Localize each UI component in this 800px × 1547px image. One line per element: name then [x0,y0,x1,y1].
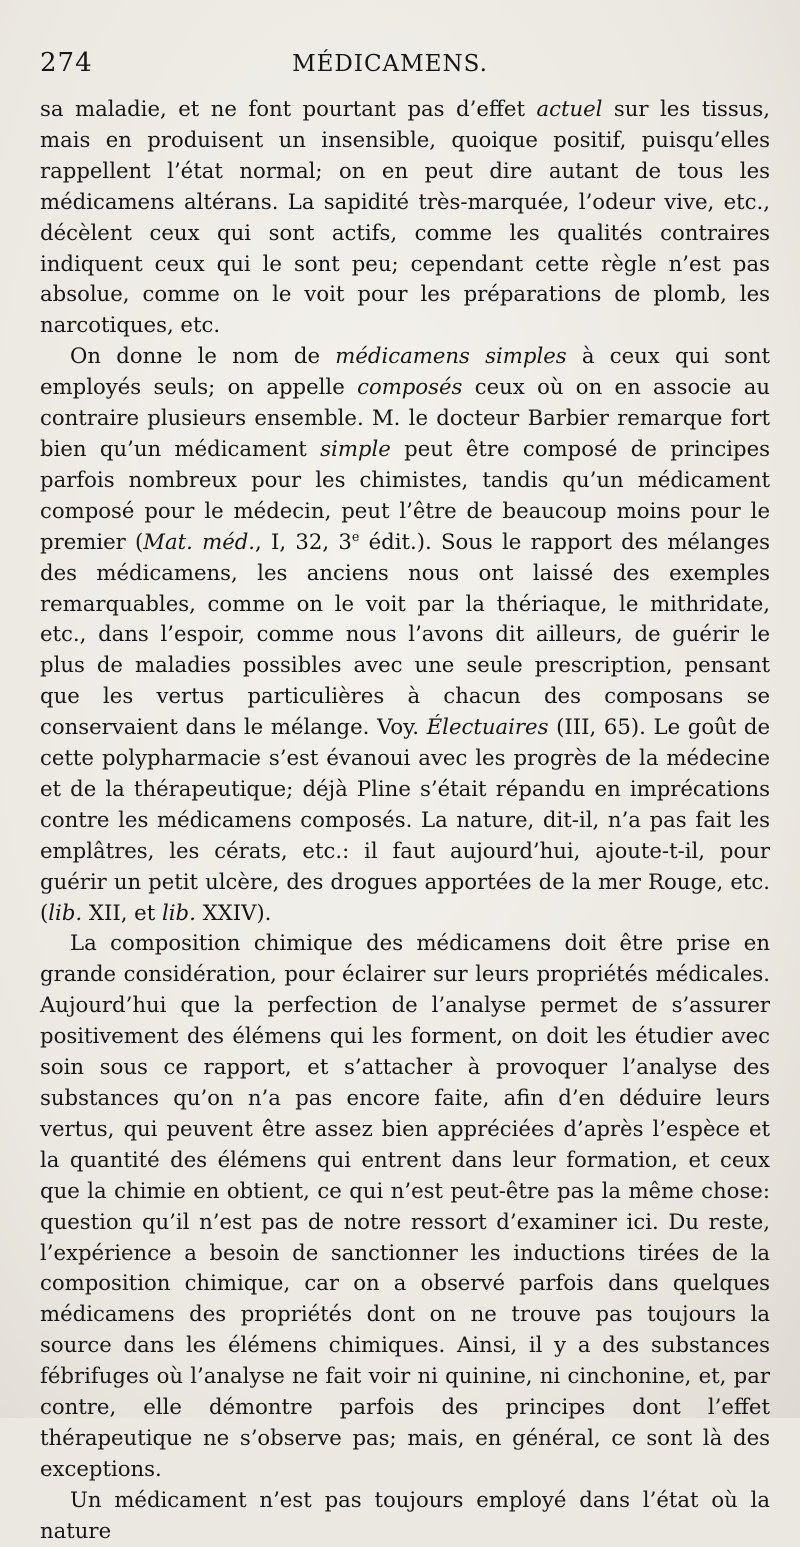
paragraph [40,928,770,1484]
text-run: XII, et [82,899,162,925]
italic-term: médicamens simples [335,343,567,369]
italic-term: simple [320,435,391,461]
text-run: édit.). Sous le rapport des mélanges des médicamens, les anciens nous ont laissé des exemples remarquables, comme on le voit par la thériaque, le mithridate, etc., dans l’espoir, comme nous l’avons dit ailleurs, de guérir le plus de maladies possibles avec une seule prescription, pensant que les vertus particulières à chacun des composans se conservaient dans le mélange. Voy. [40,528,770,740]
italic-term: Mat. méd. [143,528,256,554]
paragraph [40,341,770,928]
paragraph [40,94,770,341]
text-run: sur les tissus, mais en produisent un insensible, quoique positif, puisqu’elles rappellent l’état normal; on en peut dire autant de tous les médicamens altérans. La sapidité très-marquée, l’odeur vive, etc., décèlent ceux qui sont actifs, comme les qualités contraires indiquent ceux qui le sont peu; cependant cette règle n’est pas absolue, comme on le voit pour les préparations de plomb, les narcotiques, etc. [40,96,770,338]
page-header [40,48,770,90]
italic-term: actuel [536,96,603,121]
paragraph [40,1485,770,1547]
text-run: ceux où on en associe au contraire plusieurs ensemble. M. le docteur Barbier remarque fort bien qu’un médicament [40,374,770,461]
italic-term: lib. [161,899,196,925]
text-run: Un médicament n’est pas toujours employé dans l’état où la nature [40,1486,770,1543]
text-run: peut être composé de principes parfois nombreux pour les chimistes, tandis qu’un médicament composé pour le médecin, peut l’être de beaucoup moins pour le premier ( [40,435,770,554]
text-run: (III, 65). Le goût de cette polypharmacie s’est évanoui avec les progrès de la médecine et de la thérapeutique; déjà Pline s’était répandu en imprécations contre les médicamens composés. La nature, dit-il, n’a pas fait les emplâtres, les cérats, etc.: il faut aujourd’hui, ajoute-t-il, pour guérir un petit ulcère, des drogues apportées de la mer Rouge, etc. ( [40,714,770,925]
italic-term: composés [357,374,463,400]
body-text [40,94,770,1547]
italic-term: Électuaires [426,714,549,740]
text-run: à ceux qui sont employés seuls; on appelle [40,343,771,400]
running-title: MÉDICAMENS. [292,51,488,77]
italic-term: lib. [48,899,83,925]
text-run: La composition chimique des médicamens doit être prise en grande considération, pour éclairer sur leurs propriétés médicales. Aujourd’hui que la perfection de l’analyse permet de s’assurer positivement des élémens qui les forment, on doit les étudier avec soin sous ce rapport, et s’attacher à provoquer l’analyse des substances qu’on n’a pas encore faite, afin d’en déduire leurs vertus, qui peuvent être assez bien appréciées d’après l’espèce et la quantité des élémens qui entrent dans leur formation, et ceux que la chimie en obtient, ce qui n’est peut-être pas la même chose: question qu’il n’est pas de notre ressort d’examiner ici. Du reste, l’expérience a besoin de sanctionner les inductions tirées de la composition chimique, car on a observé parfois dans quelques médicamens des propriétés dont on ne trouve pas toujours la source dans les élémens chimiques. Ainsi, il y a des substances fébrifuges où l’analyse ne fait voir ni quinine, ni cinchonine, et, par contre, elle démontre parfois des principes dont l’effet thérapeutique ne s’observe pas; mais, en général, ce sont là des exceptions. [40,930,770,1481]
text-run: XXIV). [195,899,272,925]
text-run: On donne le nom de [70,343,336,369]
text-run: sa maladie, et ne font pourtant pas d’effet [40,96,537,121]
superscript: e [351,528,360,544]
page-number: 274 [40,48,93,78]
text-run: , I, 32, 3 [255,528,352,554]
